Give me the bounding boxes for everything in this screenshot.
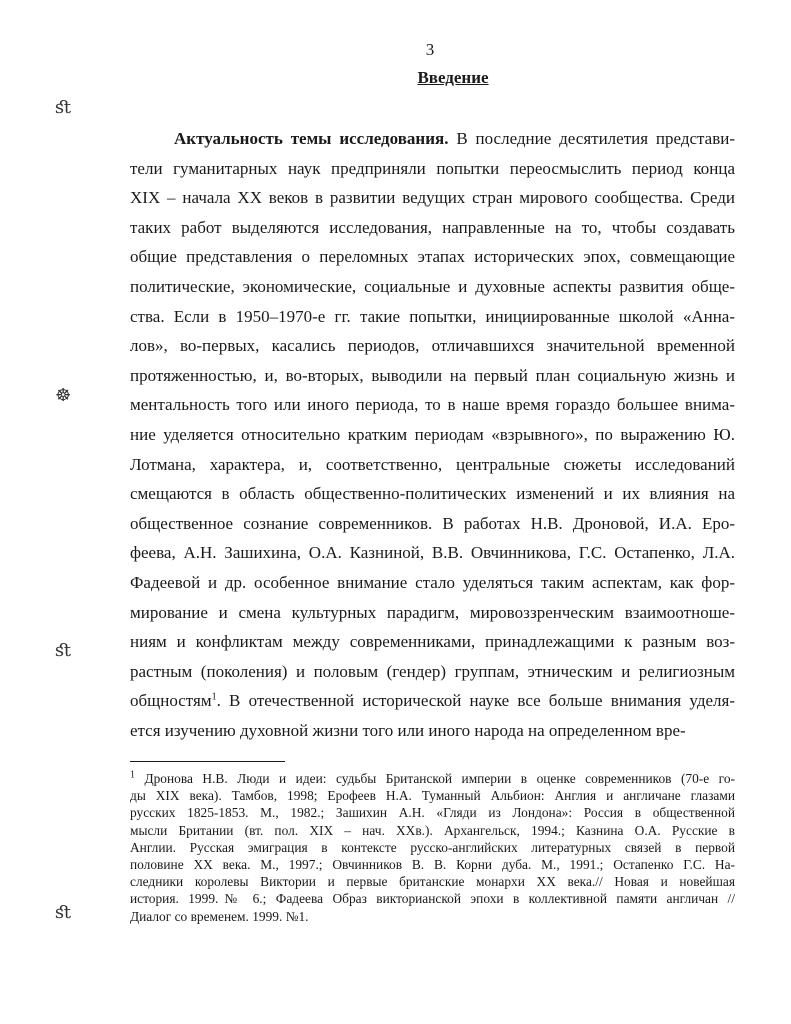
body-text: [130, 124, 735, 745]
footnotes: [130, 770, 735, 925]
body-line: [130, 686, 735, 716]
footnote-line: [130, 770, 735, 787]
margin-scan-mark: ☸: [55, 385, 72, 405]
body-line: Лотмана, характера, и, соответственно, центральные сюжеты исследований: [130, 454, 735, 474]
body-line: смещаются в область общественно-политических изменений и их влияния на: [130, 484, 735, 504]
body-line: ние уделяется относительно кратким периодам «взрывного», по выражению Ю.: [130, 424, 735, 444]
footnote-line: русских 1825-1853. М., 1982.; Зашихин А.Н. «Гляди из Лондона»: Россия в общественной: [130, 805, 735, 821]
body-lead: Актуальность темы исследования.: [174, 129, 449, 148]
body-line: протяженностью, и, во-вторых, выводили на первый план социальную жизнь и: [130, 365, 735, 385]
body-line: ниям и конфликтам между современниками, принадлежащими к разным воз-: [130, 632, 735, 652]
footnote-line: следники королевы Виктории и первые британские монархи XX века.// Новая и новейшая: [130, 874, 735, 890]
body-line: таких работ выделяются исследования, направленные на то, чтобы создавать: [130, 217, 735, 237]
footnote-number: 1: [130, 770, 135, 781]
body-line: общественное сознание современников. В работах Н.В. Дроновой, И.А. Еро-: [130, 513, 735, 533]
footnote-line: половине XX века. М., 1997.; Овчинников В. В. Корни дуба. М., 1991.; Остапенко Г.С. На-: [130, 856, 735, 872]
body-line: мирование и смена культурных парадигм, мировоззренческим взаимоотноше-: [130, 602, 735, 622]
footnote-reference: 1: [211, 691, 217, 703]
body-line: политические, экономические, социальные и духовные аспекты развития обще-: [130, 276, 735, 296]
body-line: XIX – начала XX веков в развитии ведущих стран мирового сообщества. Среди: [130, 188, 735, 208]
body-line-text: общностям: [130, 691, 212, 711]
footnote-divider: [130, 761, 285, 762]
page-number: 3: [425, 40, 435, 59]
footnote-line: история. 1999.№ 6.; Фадеева Образ викторианской эпохи в коллективной памяти англичан //: [130, 891, 735, 907]
footnote-line: Англии. Русская эмиграция в контексте русско-английских литературных связей в первой: [130, 839, 735, 855]
section-heading: Введение: [417, 68, 489, 87]
margin-scan-mark: ﬆ: [55, 902, 72, 922]
footnote-text: Дронова Н.В. Люди и идеи: судьбы Британской империи в оценке современников (70-е го-: [135, 771, 735, 786]
body-line: [130, 124, 735, 154]
footnote-line: ды XIX века). Тамбов, 1998; Ерофеев Н.А. Туманный Альбион: Англия и англичане глазами: [130, 788, 735, 804]
body-line: ства. Если в 1950–1970-е гг. такие попытки, инициированные школой «Анна-: [130, 306, 735, 326]
body-line-text: . В отечественной исторической науке все больше внимания уделя-: [216, 691, 735, 711]
footnote-line: Диалог со временем. 1999. №1.: [130, 908, 309, 924]
margin-scan-mark: ﬆ: [55, 97, 72, 117]
body-line: ется изучению духовной жизни того или иного народа на определенном вре-: [130, 720, 686, 740]
body-line: растным (поколения) и половым (гендер) группам, этническим и религиозным: [130, 661, 735, 681]
body-line: тели гуманитарных наук предприняли попытки переосмыслить период конца: [130, 158, 735, 178]
footnote-line: мысли Британии (вт. пол. XIX – нач. XXв.). Архангельск, 1994.; Казнина О.А. Русские в: [130, 822, 735, 838]
body-line: феева, А.Н. Зашихина, О.А. Казниной, В.В. Овчинникова, Г.С. Остапенко, Л.А.: [130, 543, 735, 563]
body-line: ментальность того или иного периода, то в наше время гораздо большее внима-: [130, 395, 735, 415]
body-line: Фадеевой и др. особенное внимание стало уделяться таким аспектам, как фор-: [130, 572, 735, 592]
margin-scan-mark: ﬆ: [55, 640, 72, 660]
body-line: общие представления о переломных этапах исторических эпох, совмещающие: [130, 247, 735, 267]
body-line: лов», во-первых, касались периодов, отличавшихся значительной временной: [130, 336, 735, 356]
body-line-text: В последние десятилетия представи-: [456, 129, 735, 148]
